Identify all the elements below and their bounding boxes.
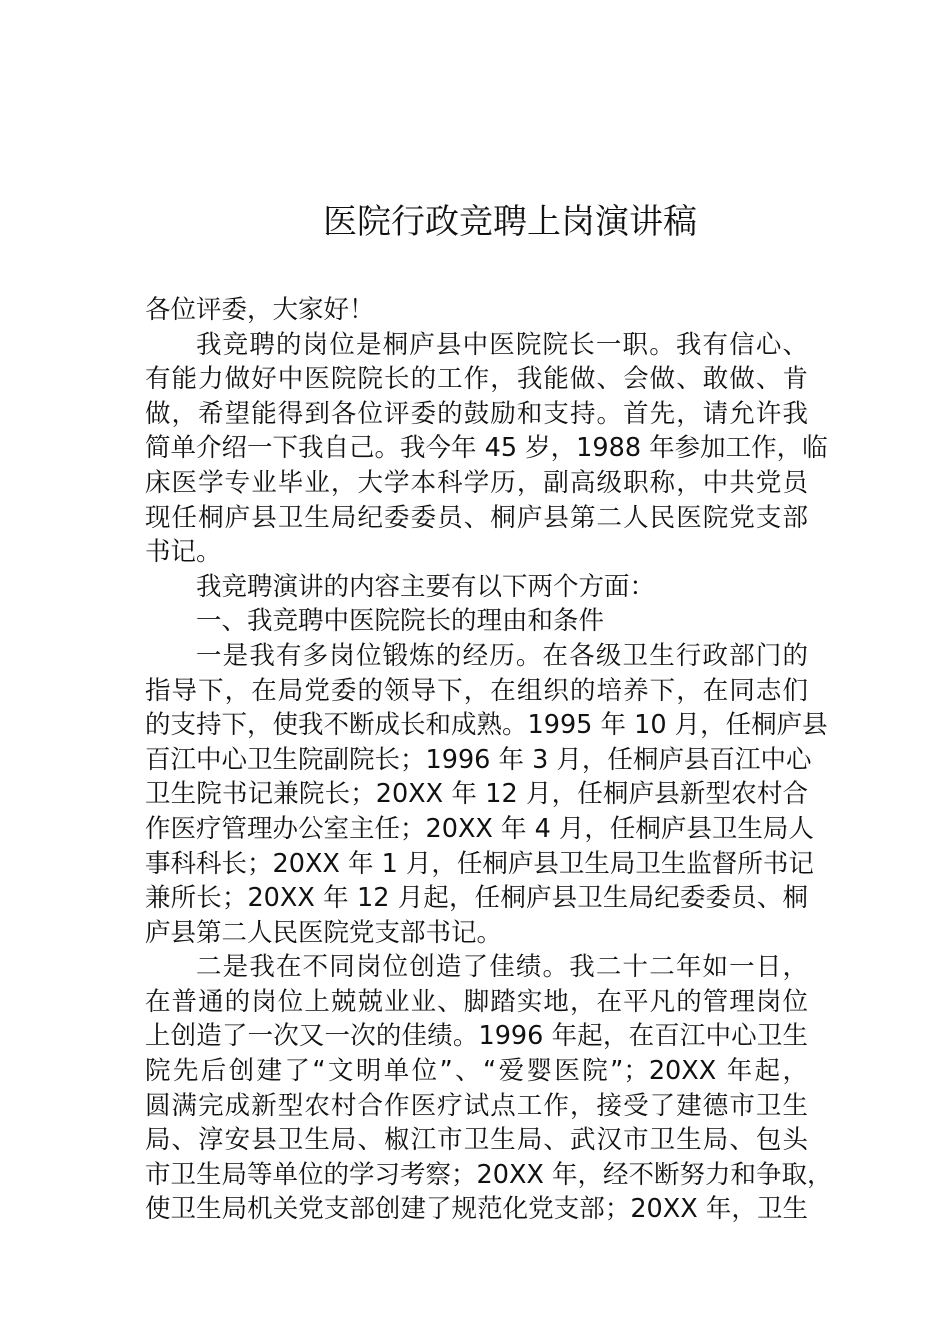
text-line: 使卫生局机关党支部创建了规范化党支部；20XX 年，卫生 <box>145 1194 808 1225</box>
text-line: 二是我在不同岗位创造了佳绩。我二十二年如一日， <box>196 952 808 983</box>
text-line: 的支持下，使我不断成长和成熟。1995 年 10 月，任桐庐县 <box>145 710 828 741</box>
text-line: 一是我有多岗位锻炼的经历。在各级卫生行政部门的 <box>196 640 808 671</box>
text-line: 市卫生局等单位的学习考察；20XX 年，经不断努力和争取， <box>145 1159 833 1190</box>
text-line: 各位评委，大家好！ <box>145 295 375 325</box>
paragraph <box>145 328 828 570</box>
text-line: 有能力做好中医院院长的工作，我能做、会做、敢做、肯 <box>145 364 808 395</box>
paragraph <box>145 639 828 950</box>
text-line: 在普通的岗位上兢兢业业、脚踏实地，在平凡的管理岗位 <box>145 986 808 1017</box>
text-line: 我竞聘演讲的内容主要有以下两个方面： <box>196 571 656 602</box>
text-line: 简单介绍一下我自己。我今年 45 岁，1988 年参加工作，临 <box>145 433 828 464</box>
text-line: 事科科长；20XX 年 1 月，任桐庐县卫生局卫生监督所书记 <box>145 848 814 879</box>
document-title: 医院行政竞聘上岗演讲稿 <box>323 202 697 242</box>
text-line: 上创造了一次又一次的佳绩。1996 年起，在百江中心卫生 <box>145 1021 808 1052</box>
text-line: 我竞聘的岗位是桐庐县中医院院长一职。我有信心、 <box>196 329 808 360</box>
text-line: 床医学专业毕业，大学本科学历，副高级职称，中共党员 <box>145 467 808 498</box>
text-line: 圆满完成新型农村合作医疗试点工作，接受了建德市卫生 <box>145 1090 808 1121</box>
paragraph <box>145 604 808 639</box>
text-line: 百江中心卫生院副院长；1996 年 3 月，任桐庐县百江中心 <box>145 744 812 775</box>
text-line: 庐县第二人民医院党支部书记。 <box>145 917 503 948</box>
text-line: 兼所长；20XX 年 12 月起，任桐庐县卫生局纪委委员、桐 <box>145 883 808 914</box>
document-body <box>145 293 833 1227</box>
text-line: 作医疗管理办公室主任；20XX 年 4 月，任桐庐县卫生局人 <box>145 813 814 844</box>
paragraph <box>145 950 833 1227</box>
text-line: 现任桐庐县卫生局纪委委员、桐庐县第二人民医院党支部 <box>145 502 808 533</box>
text-line: 局、淳安县卫生局、椒江市卫生局、武汉市卫生局、包头 <box>145 1125 808 1156</box>
text-line: 一、我竞聘中医院院长的理由和条件 <box>196 606 605 637</box>
paragraph <box>145 293 808 328</box>
text-line: 指导下，在局党委的领导下，在组织的培养下，在同志们 <box>145 675 808 706</box>
text-line: 院先后创建了“文明单位”、“爱婴医院”；20XX 年起， <box>145 1056 808 1087</box>
text-line: 做，希望能得到各位评委的鼓励和支持。首先，请允许我 <box>145 398 808 429</box>
paragraph <box>145 570 808 605</box>
text-line: 卫生院书记兼院长；20XX 年 12 月，任桐庐县新型农村合 <box>145 779 808 810</box>
text-line: 书记。 <box>145 537 222 568</box>
